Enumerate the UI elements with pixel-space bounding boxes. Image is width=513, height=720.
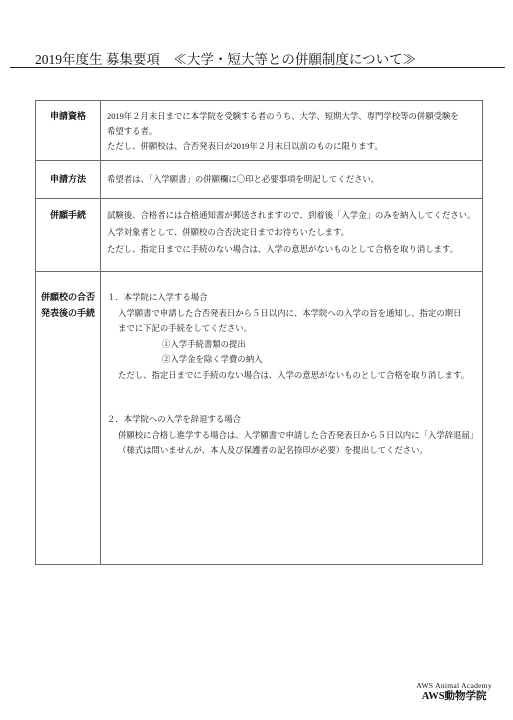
footer-logo (416, 681, 492, 703)
footer-academy-ja: AWS動物学院 (421, 691, 487, 702)
section-heading: １．本学院に入学する場合 (107, 293, 208, 302)
text-line: 2019年２月末日までに本学院を受験する者のうち、大学、短期大学、専門学校等の併願受験を (107, 112, 459, 121)
row-label (36, 101, 101, 160)
row-label (36, 161, 101, 198)
section-heading: ２．本学院への入学を辞退する場合 (107, 415, 241, 424)
title-underline (10, 67, 505, 68)
row-content (101, 101, 482, 160)
text-line: までに下記の手続をしてください。 (118, 324, 252, 333)
row-label-text: 発表後の手続 (40, 307, 95, 318)
row-label-text: 併願手続 (49, 210, 86, 220)
row-content (101, 199, 482, 271)
table-row-after-results (36, 272, 482, 564)
row-label (36, 199, 101, 271)
text-line: 試験後、合格者には合格通知書が郵送されますので、到着後「入学金」のみを納入してください。 (107, 211, 476, 220)
text-line: ただし、併願校は、合否発表日が2019年２月末日以前のものに限ります。 (107, 142, 383, 151)
text-line: 入学対象者として、併願校の合否決定日までお待ちいたします。 (107, 228, 350, 237)
note-text: ただし、指定日までに手続のない場合は、入学の意思がないものとして合格を取り消します。 (118, 370, 470, 380)
section-enroll (107, 290, 482, 383)
text-line: 希望する者。 (107, 127, 158, 136)
section-decline (107, 412, 482, 459)
row-label-text: 申請資格 (49, 111, 86, 121)
text-line: ただし、指定日までに手続のない場合は、入学の意思がないものとして合格を取り消します。 (107, 245, 459, 254)
page-title: 2019年度生 募集要項 ≪大学・短大等との併願制度について≫ (35, 52, 417, 67)
row-label (36, 272, 101, 564)
text-line: （様式は問いませんが、本人及び保護者の記名捺印が必要）を提出してください。 (118, 446, 428, 455)
table-row-procedure (36, 199, 482, 272)
row-label-text: 併願校の合否 (40, 292, 95, 302)
row-label-text: 申請方法 (49, 174, 86, 184)
footer-academy-en: AWS Animal Academy (416, 681, 492, 690)
list-item: ②入学金を除く学費の納入 (162, 355, 263, 364)
text-line: 希望者は、「入学願書」の併願欄に〇印と必要事項を明記してください。 (107, 175, 380, 184)
row-content (101, 161, 482, 198)
table-row-application-method (36, 161, 482, 199)
text-line: 併願校に合格し進学する場合は、入学願書で申請した合否発表日から５日以内に「入学辞退届」 (118, 430, 479, 440)
info-table (35, 100, 483, 565)
table-row-eligibility (36, 101, 482, 161)
row-content (101, 272, 482, 564)
list-item: ①入学手続書類の提出 (162, 339, 246, 349)
text-line: 入学願書で申請した合否発表日から５日以内に、本学院への入学の旨を通知し、指定の期日 (118, 308, 462, 318)
